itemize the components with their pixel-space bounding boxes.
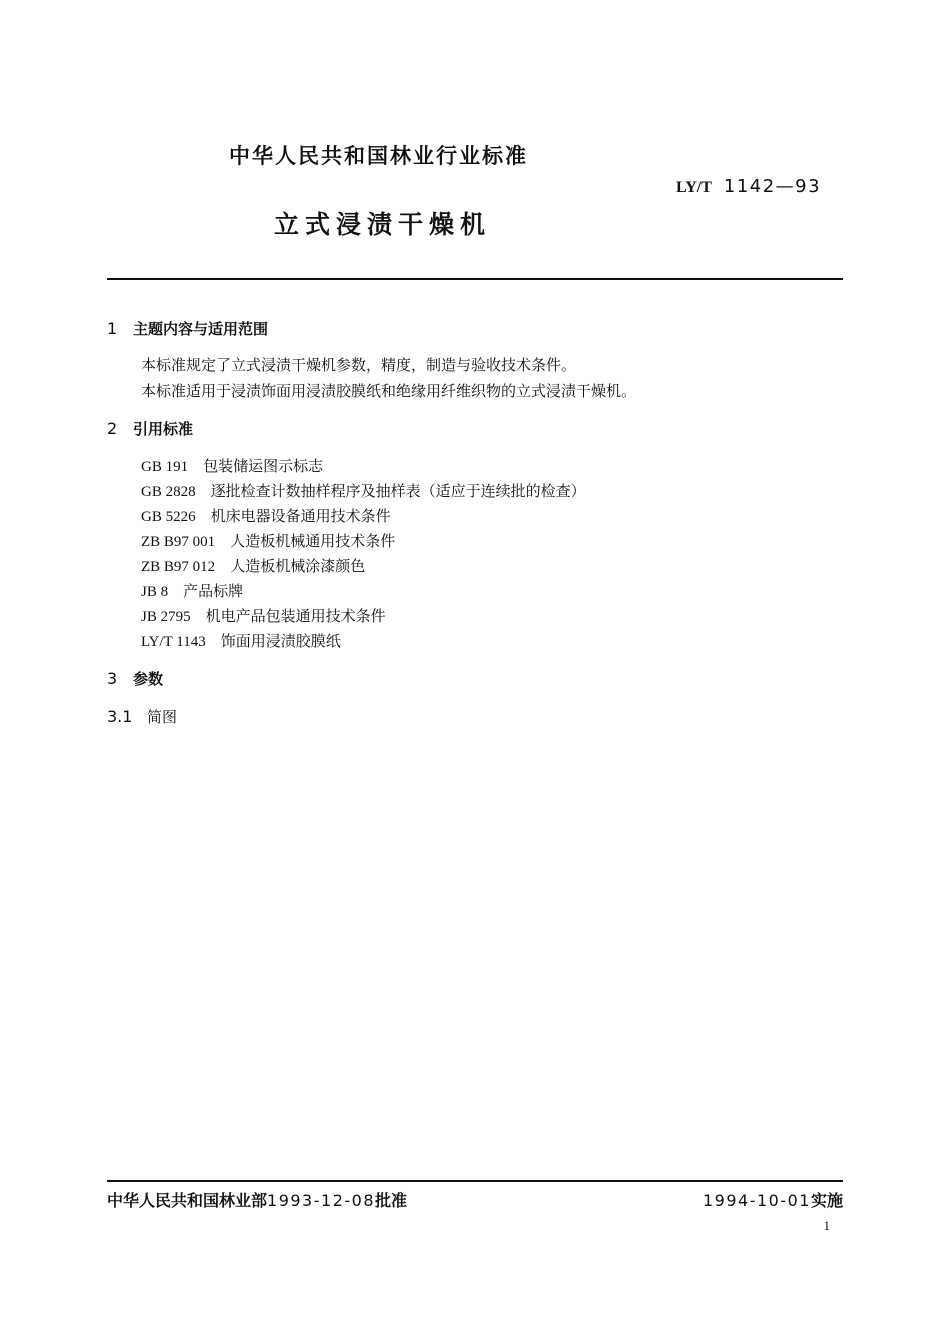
reference-title: 产品标牌	[183, 582, 244, 600]
section-number: 3	[107, 669, 118, 688]
implementation-date: 1994-10-01	[703, 1191, 811, 1210]
reference-item	[141, 555, 365, 576]
section-title: 参数	[133, 670, 164, 688]
implementation-suffix: 实施	[810, 1191, 843, 1210]
approval-date: 1993-12-08	[267, 1191, 375, 1210]
subsection-title: 简图	[147, 708, 178, 726]
standard-code	[676, 176, 821, 197]
reference-item	[141, 630, 341, 651]
document-title: 立式浸渍干燥机	[274, 210, 492, 239]
reference-title: 机电产品包装通用技术条件	[205, 607, 386, 625]
reference-title: 人造板机械通用技术条件	[230, 532, 396, 550]
section-3-heading	[107, 668, 163, 689]
reference-title: 逐批检查计数抽样程序及抽样表（适应于连续批的检查）	[210, 482, 586, 500]
reference-code: ZB B97 001	[141, 534, 216, 550]
reference-code: GB 2828	[141, 484, 196, 500]
reference-code: JB 2795	[141, 609, 191, 625]
section-number: 2	[107, 419, 118, 438]
reference-title: 机床电器设备通用技术条件	[210, 507, 391, 525]
reference-item	[141, 480, 586, 501]
standard-code-prefix: LY/T	[676, 179, 712, 196]
approval-suffix: 批准	[375, 1191, 408, 1210]
reference-title: 包装储运图示标志	[203, 457, 324, 475]
standard-code-number: 1142—93	[723, 176, 822, 197]
page-number: 1	[823, 1218, 830, 1233]
reference-title: 人造板机械涂漆颜色	[230, 557, 366, 575]
approval-org: 中华人民共和国林业部	[107, 1191, 268, 1210]
reference-title: 饰面用浸渍胶膜纸	[220, 632, 341, 650]
subsection-3-1-heading	[107, 706, 177, 727]
reference-code: LY/T 1143	[141, 634, 206, 650]
section-title: 主题内容与适用范围	[133, 320, 269, 338]
section-number: 1	[107, 319, 118, 338]
reference-item	[141, 455, 323, 476]
section-1-paragraph-1: 本标准规定了立式浸渍干燥机参数，精度，制造与验收技术条件。	[141, 356, 577, 374]
reference-item	[141, 530, 395, 551]
reference-code: JB 8	[141, 584, 169, 600]
footer-divider	[107, 1180, 843, 1182]
reference-code: GB 5226	[141, 509, 196, 525]
reference-code: ZB B97 012	[141, 559, 216, 575]
reference-code: GB 191	[141, 459, 189, 475]
section-2-heading	[107, 418, 193, 439]
implementation-line	[703, 1188, 843, 1211]
reference-item	[141, 580, 243, 601]
approval-line	[107, 1188, 407, 1211]
header-divider	[107, 278, 843, 280]
reference-item	[141, 605, 386, 626]
subsection-number: 3.1	[107, 707, 133, 726]
section-1-paragraph-2: 本标准适用于浸渍饰面用浸渍胶膜纸和绝缘用纤维织物的立式浸渍干燥机。	[141, 382, 637, 400]
section-title: 引用标准	[133, 420, 194, 438]
reference-item	[141, 505, 391, 526]
section-1-heading	[107, 318, 268, 339]
standard-name: 中华人民共和国林业行业标准	[229, 144, 528, 168]
